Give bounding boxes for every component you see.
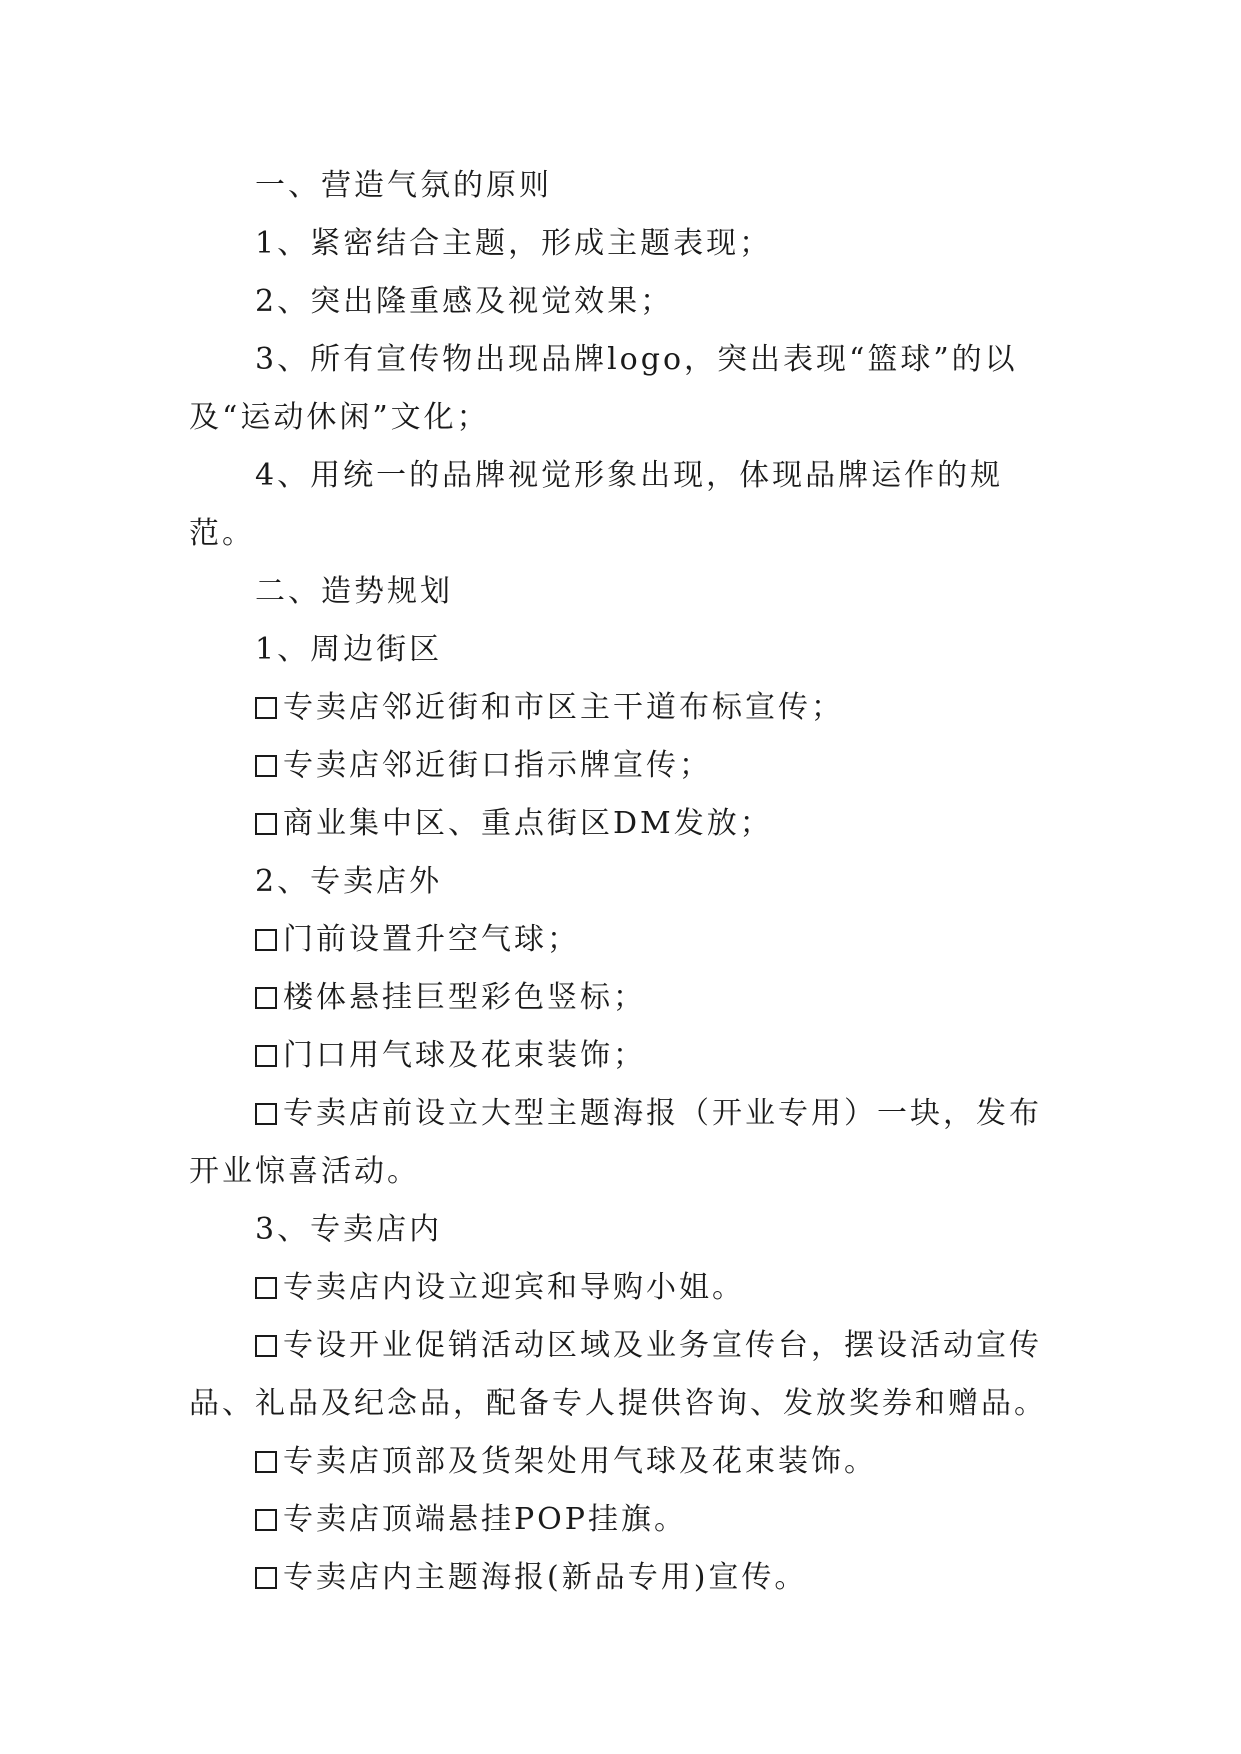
paragraph-text: 1、周边街区: [255, 632, 443, 667]
checkbox-list-item: [189, 795, 1059, 853]
paragraph: [189, 157, 1059, 215]
checkbox-icon: [255, 1509, 277, 1531]
checkbox-icon: [255, 929, 277, 951]
paragraph-text: 专卖店内主题海报(新品专用)宣传。: [283, 1560, 808, 1595]
checkbox-list-item: [189, 1317, 1059, 1433]
checkbox-icon: [255, 755, 277, 777]
paragraph-text: 门口用气球及花束装饰；: [283, 1038, 646, 1073]
paragraph-text: 专卖店顶部及货架处用气球及花束装饰。: [283, 1444, 877, 1479]
checkbox-icon: [255, 1567, 277, 1589]
paragraph: [189, 273, 1059, 331]
paragraph-text: 楼体悬挂巨型彩色竖标；: [283, 980, 646, 1015]
checkbox-list-item: [189, 1433, 1059, 1491]
checkbox-list-item: [189, 737, 1059, 795]
paragraph-text: 一、营造气氛的原则: [255, 168, 552, 203]
paragraph-text: 专卖店前设立大型主题海报（开业专用）一块，发布开业惊喜活动。: [189, 1096, 1042, 1189]
paragraph-text: 2、专卖店外: [255, 864, 443, 899]
checkbox-icon: [255, 1335, 277, 1357]
checkbox-icon: [255, 1277, 277, 1299]
paragraph-text: 二、造势规划: [255, 574, 453, 609]
paragraph-text: 门前设置升空气球；: [283, 922, 580, 957]
checkbox-list-item: [189, 1259, 1059, 1317]
paragraph-text: 专卖店内设立迎宾和导购小姐。: [283, 1270, 745, 1305]
paragraph: [189, 331, 1059, 447]
paragraph: [189, 621, 1059, 679]
paragraph-text: 专卖店邻近街和市区主干道布标宣传；: [283, 690, 844, 725]
checkbox-list-item: [189, 911, 1059, 969]
paragraph-text: 3、所有宣传物出现品牌logo，突出表现“篮球”的以及“运动休闲”文化；: [189, 342, 1018, 435]
checkbox-icon: [255, 1045, 277, 1067]
paragraph: [189, 215, 1059, 273]
paragraph: [189, 447, 1059, 563]
checkbox-list-item: [189, 679, 1059, 737]
paragraph-text: 商业集中区、重点街区DM发放；: [283, 806, 773, 841]
checkbox-icon: [255, 1451, 277, 1473]
document-body: [189, 157, 1059, 1607]
paragraph-text: 3、专卖店内: [255, 1212, 443, 1247]
checkbox-list-item: [189, 1027, 1059, 1085]
checkbox-icon: [255, 697, 277, 719]
paragraph: [189, 563, 1059, 621]
paragraph-text: 专卖店顶端悬挂POP挂旗。: [283, 1502, 687, 1537]
checkbox-icon: [255, 987, 277, 1009]
paragraph-text: 专设开业促销活动区域及业务宣传台，摆设活动宣传品、礼品及纪念品，配备专人提供咨询、发放奖券和赠品。: [189, 1328, 1047, 1421]
checkbox-list-item: [189, 1085, 1059, 1201]
paragraph: [189, 1201, 1059, 1259]
checkbox-icon: [255, 813, 277, 835]
paragraph-text: 专卖店邻近街口指示牌宣传；: [283, 748, 712, 783]
checkbox-icon: [255, 1103, 277, 1125]
paragraph-text: 2、突出隆重感及视觉效果；: [255, 284, 674, 319]
paragraph-text: 4、用统一的品牌视觉形象出现，体现品牌运作的规范。: [189, 458, 1004, 551]
paragraph: [189, 853, 1059, 911]
checkbox-list-item: [189, 1549, 1059, 1607]
checkbox-list-item: [189, 969, 1059, 1027]
checkbox-list-item: [189, 1491, 1059, 1549]
paragraph-text: 1、紧密结合主题，形成主题表现；: [255, 226, 773, 261]
